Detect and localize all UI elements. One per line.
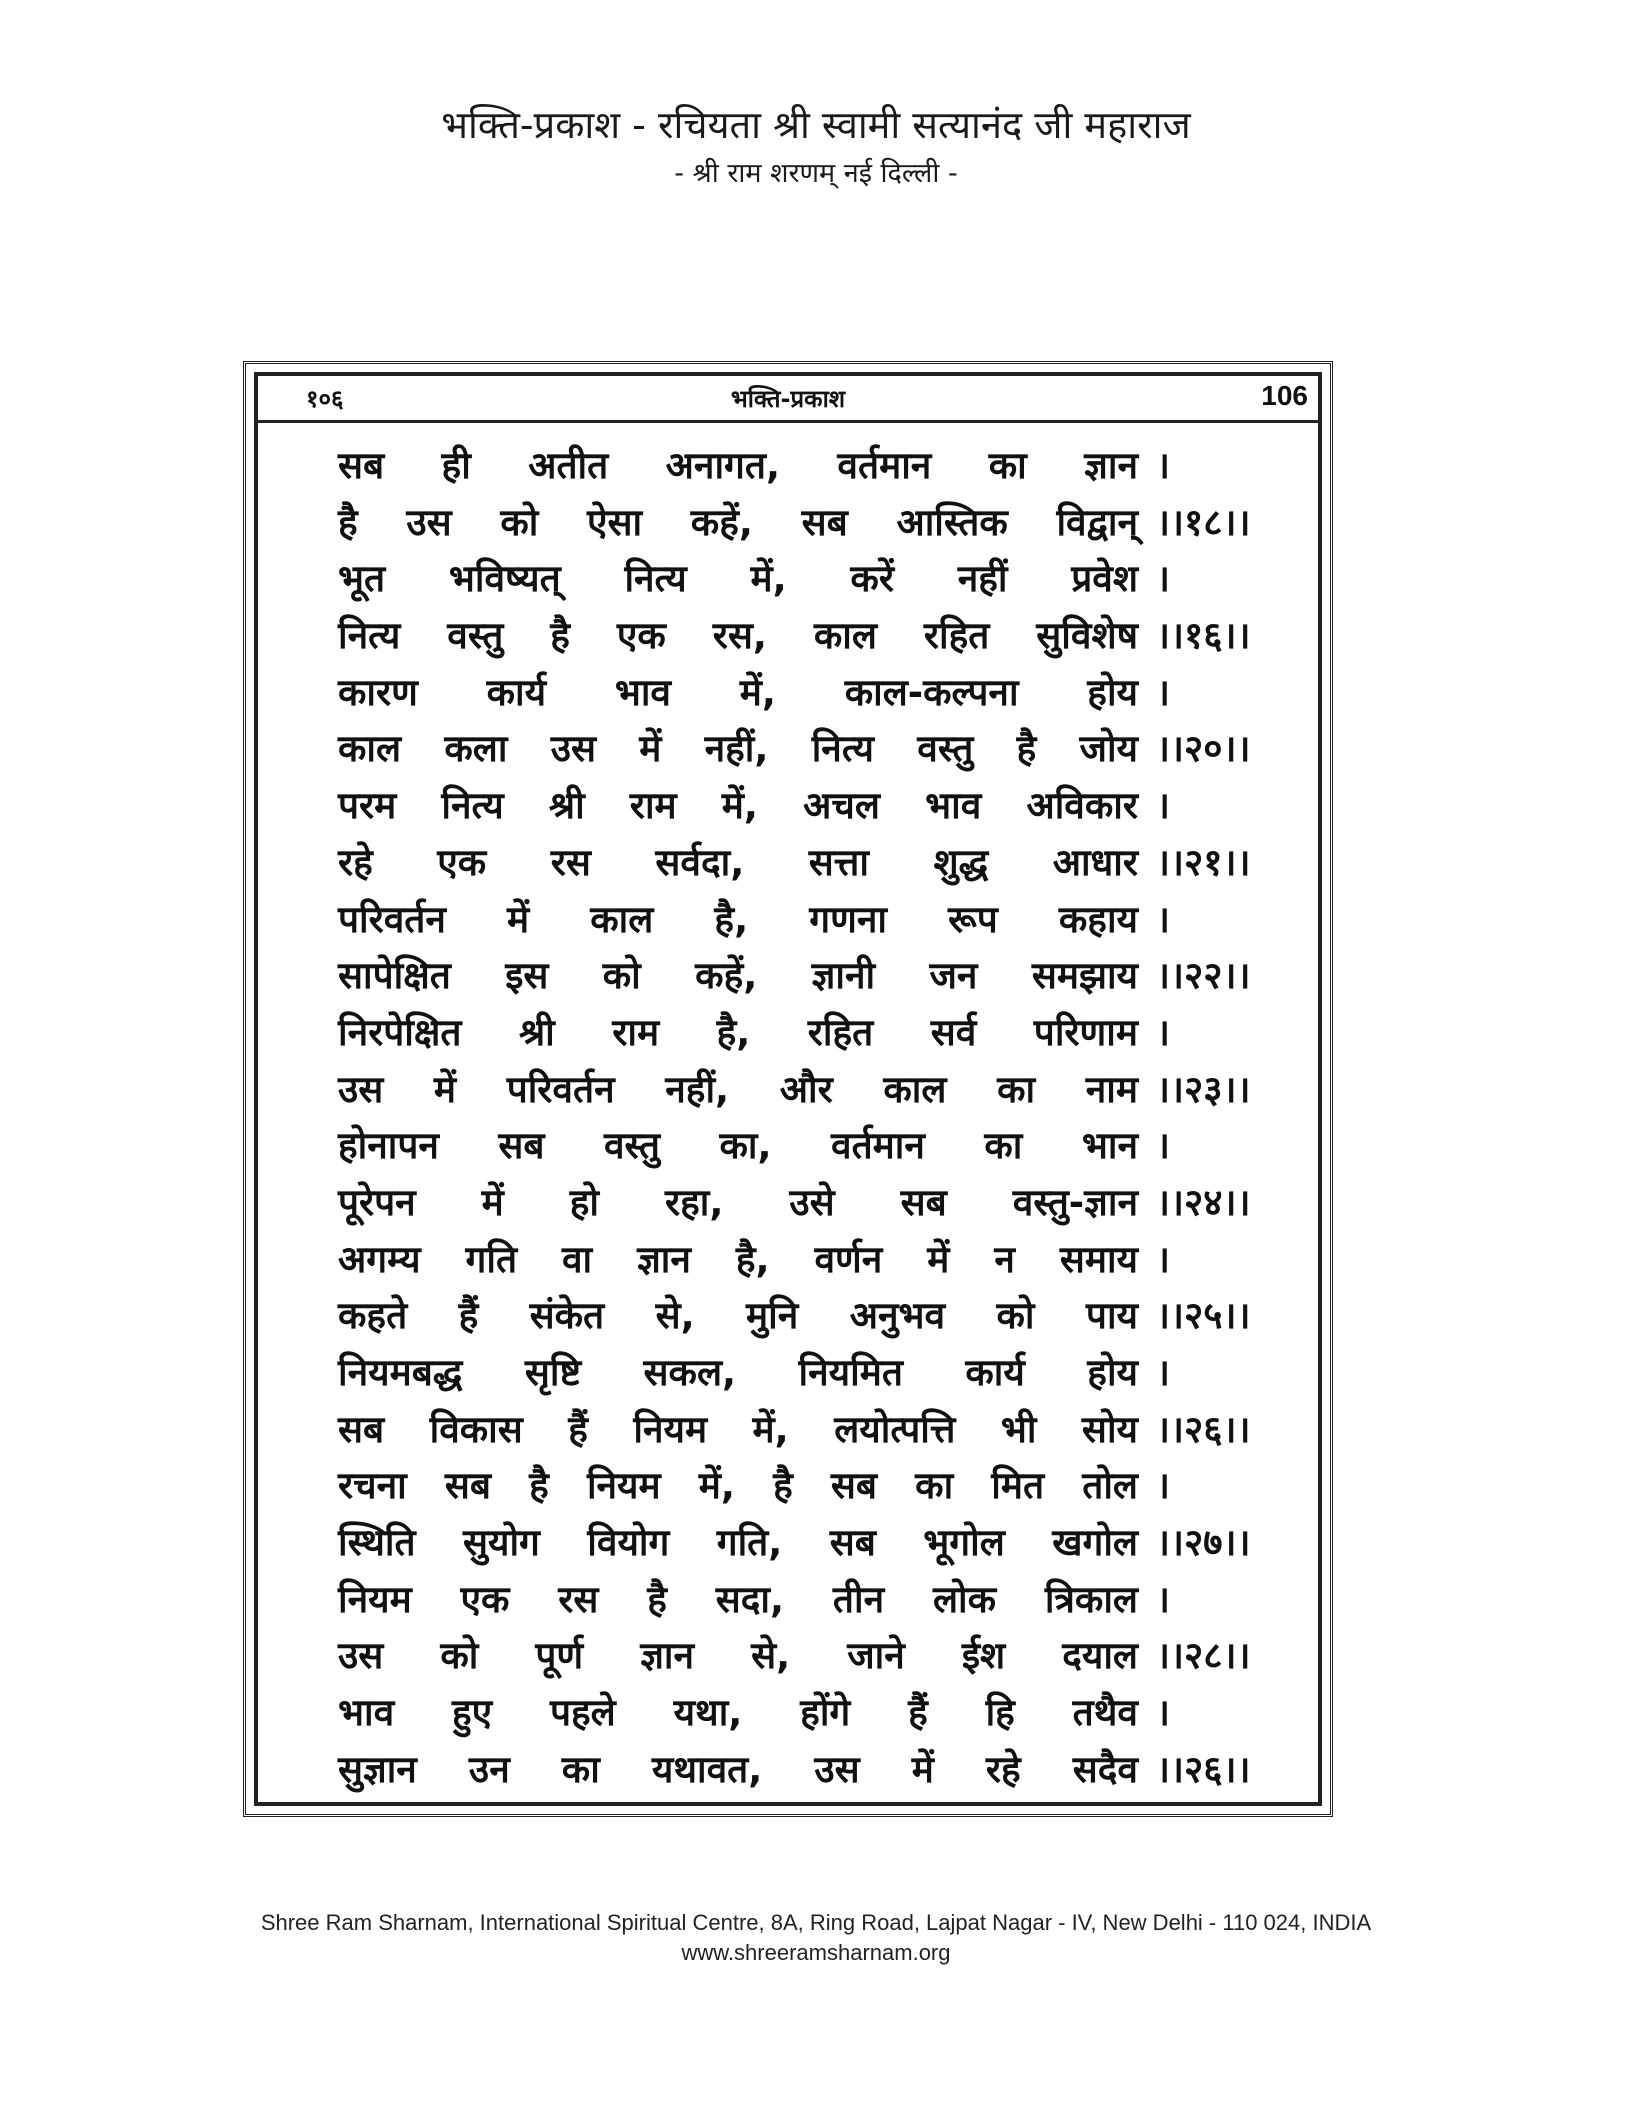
verse-line xyxy=(338,1232,1298,1289)
verse-number-mark: ।।१८।। xyxy=(1156,500,1251,544)
verse-text: काल कला उस में नहीं, नित्य वस्तु है जोय xyxy=(338,727,1138,771)
verse-number-mark: ।।२१।। xyxy=(1156,840,1251,884)
verse-number-mark: । xyxy=(1156,1010,1171,1054)
verse-number-mark: । xyxy=(1156,1464,1171,1508)
verse-line xyxy=(338,892,1298,949)
scripture-page-frame xyxy=(243,361,1333,1817)
page-number-devanagari: १०६ xyxy=(306,385,344,413)
verse-text: भूत भविष्यत् नित्य में, करें नहीं प्रवेश xyxy=(338,557,1138,601)
verse-line xyxy=(338,551,1298,608)
verse-text: सब विकास हैं नियम में, लयोत्पत्ति भी सोय xyxy=(338,1407,1138,1451)
verse-text: उस में परिवर्तन नहीं, और काल का नाम xyxy=(338,1067,1138,1111)
footer-website: www.shreeramsharnam.org xyxy=(681,1940,951,1965)
verse-line xyxy=(338,1345,1298,1402)
verse-line xyxy=(338,1062,1298,1119)
verse-number-mark: । xyxy=(1156,1691,1171,1735)
verse-line xyxy=(338,721,1298,778)
verse-line xyxy=(338,1685,1298,1742)
verse-text: परिवर्तन में काल है, गणना रूप कहाय xyxy=(338,897,1138,941)
verse-number-mark: । xyxy=(1156,1577,1171,1621)
verse-number-mark: ।।२८।। xyxy=(1156,1634,1251,1678)
verse-number-mark: । xyxy=(1156,1351,1171,1394)
verse-text: परम नित्य श्री राम में, अचल भाव अविकार xyxy=(338,784,1138,828)
verse-line xyxy=(338,835,1298,892)
verse-number-mark: । xyxy=(1156,444,1171,487)
verse-text: रचना सब है नियम में, है सब का मित तोल xyxy=(338,1464,1138,1508)
verse-line xyxy=(338,1118,1298,1175)
verse-text: नियमबद्ध सृष्टि सकल, नियमित कार्य होय xyxy=(338,1351,1138,1394)
verse-text: होनापन सब वस्तु का, वर्तमान का भान xyxy=(338,1124,1138,1168)
verse-number-mark: । xyxy=(1156,1237,1171,1281)
verse-number-mark: ।।२०।। xyxy=(1156,727,1251,771)
verse-line xyxy=(338,438,1298,495)
verse-number-mark: । xyxy=(1156,557,1171,601)
verse-line xyxy=(338,1742,1298,1799)
verse-number-mark: ।।१६।। xyxy=(1156,614,1251,658)
verse-line xyxy=(338,608,1298,665)
verse-number-mark: ।।२३।। xyxy=(1156,1067,1251,1111)
verse-number-mark: ।।२२।। xyxy=(1156,954,1251,998)
document-title: भक्ति-प्रकाश - रचियता श्री स्वामी सत्यानंद जी महाराज xyxy=(441,103,1191,147)
verse-number-mark: । xyxy=(1156,1124,1171,1168)
verse-text: अगम्य गति वा ज्ञान है, वर्णन में न समाय xyxy=(338,1237,1138,1281)
verse-text: पूरेपन में हो रहा, उसे सब वस्तु-ज्ञान xyxy=(338,1180,1138,1224)
verse-line xyxy=(338,1175,1298,1232)
verse-line xyxy=(338,1628,1298,1685)
verse-number-mark: । xyxy=(1156,670,1171,714)
page-number: 106 xyxy=(1261,380,1308,411)
verse-text: रहे एक रस सर्वदा, सत्ता शुद्ध आधार xyxy=(338,840,1138,884)
verse-line xyxy=(338,778,1298,835)
verse-line xyxy=(338,495,1298,552)
verse-line xyxy=(338,1458,1298,1515)
verse-text: सुज्ञान उन का यथावत, उस में रहे सदैव xyxy=(338,1747,1138,1791)
verse-line xyxy=(338,1005,1298,1062)
verse-list xyxy=(338,438,1298,1799)
verse-text: नित्य वस्तु है एक रस, काल रहित सुविशेष xyxy=(338,614,1138,658)
document-footer xyxy=(0,1908,1632,1968)
verse-text: कहते हैं संकेत से, मुनि अनुभव को पाय xyxy=(338,1294,1138,1338)
verse-line xyxy=(338,1572,1298,1629)
running-head xyxy=(258,376,1318,423)
verse-number-mark: ।।२७।। xyxy=(1156,1521,1251,1565)
verse-line xyxy=(338,665,1298,722)
verse-text: नियम एक रस है सदा, तीन लोक त्रिकाल xyxy=(338,1577,1138,1621)
verse-text: निरपेक्षित श्री राम है, रहित सर्व परिणाम xyxy=(338,1010,1138,1054)
verse-line xyxy=(338,1515,1298,1572)
scripture-page xyxy=(254,372,1322,1806)
verse-number-mark: ।।२६।। xyxy=(1156,1747,1251,1791)
document-subtitle: - श्री राम शरणम् नई दिल्ली - xyxy=(674,158,958,189)
verse-text: सापेक्षित इस को कहें, ज्ञानी जन समझाय xyxy=(338,954,1138,998)
verse-number-mark: ।।२४।। xyxy=(1156,1180,1251,1224)
verse-text: कारण कार्य भाव में, काल-कल्पना होय xyxy=(338,670,1138,714)
verse-text: स्थिति सुयोग वियोग गति, सब भूगोल खगोल xyxy=(338,1521,1138,1565)
verse-number-mark: ।।२६।। xyxy=(1156,1407,1251,1451)
verse-line xyxy=(338,1288,1298,1345)
document-header xyxy=(0,100,1632,194)
verse-text: है उस को ऐसा कहें, सब आस्तिक विद्वान् xyxy=(338,500,1138,544)
verse-text: भाव हुए पहले यथा, होंगे हैं हि तथैव xyxy=(338,1691,1138,1735)
verse-line xyxy=(338,1402,1298,1459)
verse-number-mark: ।।२५।। xyxy=(1156,1294,1251,1338)
verse-number-mark: । xyxy=(1156,897,1171,941)
verse-line xyxy=(338,948,1298,1005)
footer-address: Shree Ram Sharnam, International Spiritual Centre, 8A, Ring Road, Lajpat Nagar - IV, New Delhi - 110 024, INDIA xyxy=(260,1910,1372,1935)
verse-number-mark: । xyxy=(1156,784,1171,828)
verse-text: सब ही अतीत अनागत, वर्तमान का ज्ञान xyxy=(338,444,1138,487)
verse-text: उस को पूर्ण ज्ञान से, जाने ईश दयाल xyxy=(338,1634,1138,1678)
running-title: भक्ति-प्रकाश xyxy=(730,385,846,413)
